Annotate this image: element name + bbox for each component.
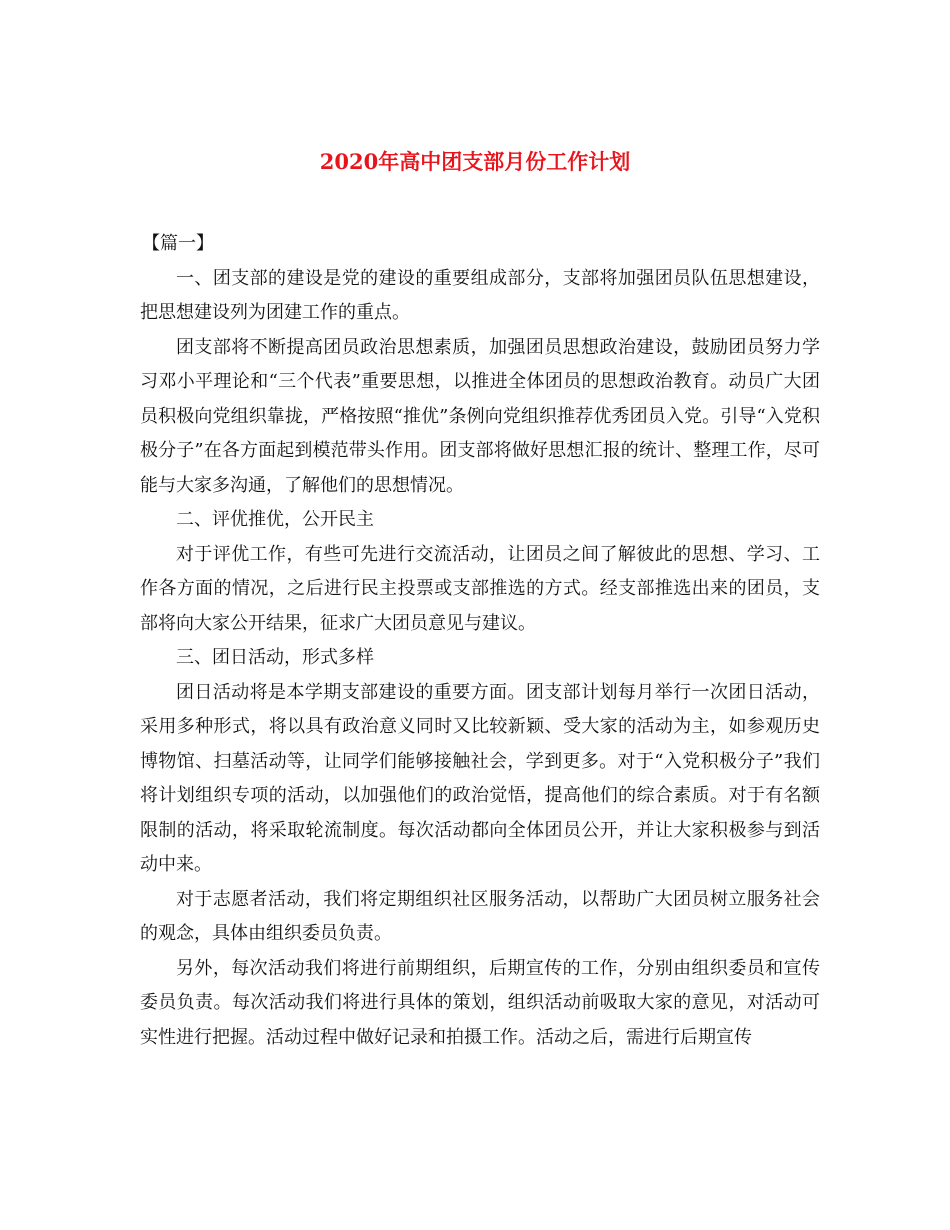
paragraph-4: 团日活动将是本学期支部建设的重要方面。团支部计划每月举行一次团日活动，采用多种形式，将以具有政治意义同时又比较新颖、受大家的活动为主，如参观历史博物馆、扫墓活动等，让同学们能够接触社会，学到更多。对于“入党积极分子”我们将计划组织专项的活动，以加强他们的政治觉悟，提高他们的综合素质。对于有名额限制的活动，将采取轮流制度。每次活动都向全体团员公开，并让大家积极参与到活动中来。 — [140, 681, 820, 875]
paragraph-6: 另外，每次活动我们将进行前期组织，后期宣传的工作，分别由组织委员和宣传委员负责。每次活动我们将进行具体的策划，组织活动前吸取大家的意见，对活动可实性进行把握。活动过程中做好记录和拍摄工作。活动之后，需进行后期宣传 — [140, 957, 820, 1048]
paragraph-5: 对于志愿者活动，我们将定期组织社区服务活动，以帮助广大团员树立服务社会的观念，具体由组织委员负责。 — [140, 888, 820, 944]
document-body — [140, 227, 820, 1055]
section-heading-2: 二、评优推优，公开民主 — [176, 509, 374, 530]
document-title: 2020年高中团支部月份工作计划 — [319, 149, 631, 174]
paragraph-2: 团支部将不断提高团员政治思想素质，加强团员思想政治建设，鼓励团员努力学习邓小平理论和“三个代表”重要思想，以推进全体团员的思想政治教育。动员广大团员积极向党组织靠拢，严格按照“推优”条例向党组织推荐优秀团员入党。引导“入党积极分子”在各方面起到模范带头作用。团支部将做好思想汇报的统计、整理工作，尽可能与大家多沟通，了解他们的思想情况。 — [140, 336, 820, 496]
paragraph-1: 一、团支部的建设是党的建设的重要组成部分，支部将加强团员队伍思想建设，把思想建设列为团建工作的重点。 — [140, 267, 820, 323]
paragraph-3: 对于评优工作，有些可先进行交流活动，让团员之间了解彼此的思想、学习、工作各方面的情况，之后进行民主投票或支部推选的方式。经支部推选出来的团员，支部将向大家公开结果，征求广大团员意见与建议。 — [140, 543, 820, 634]
section-tag: 【篇一】 — [142, 233, 214, 254]
section-heading-3: 三、团日活动，形式多样 — [176, 647, 374, 668]
